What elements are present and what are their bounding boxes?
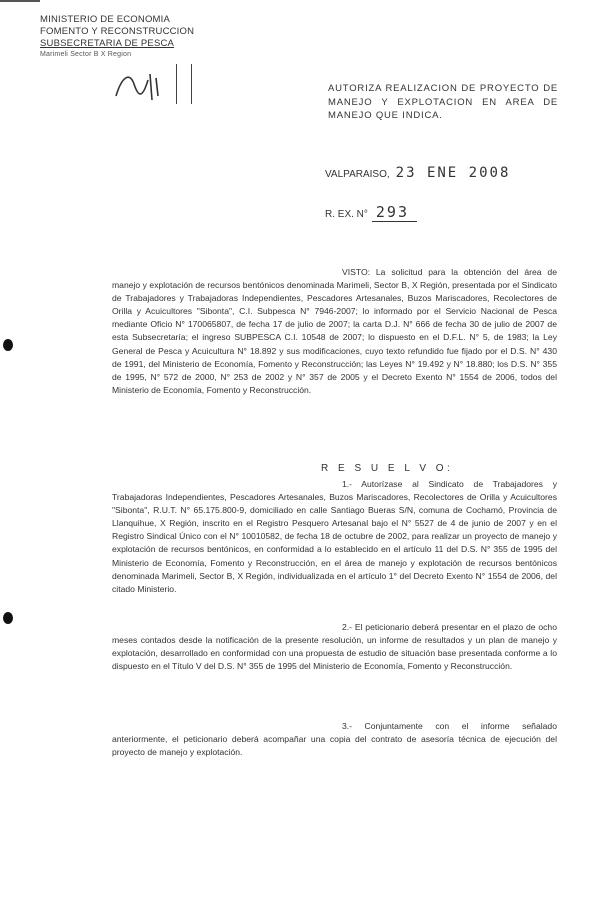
resolution-number (325, 203, 417, 221)
place-date (325, 165, 510, 181)
place: VALPARAISO, (325, 169, 390, 180)
rex-number: 293 (372, 203, 417, 222)
resolution-item-2: 2.- El peticionario deberá presentar en el plazo de ocho meses contados desde la notificación de la presente resolución, un informe de resultados y un plan de manejo y explotación, desarrollado en conformidad con una propuesta de estudio de situación base presentada conforme a lo dispuesto en el Título V del D.S. N° 355 de 1995 del Ministerio de Economía, Fomento y Reconstrucción. (112, 622, 557, 672)
letterhead (40, 14, 210, 59)
signature-mark (112, 66, 172, 106)
punch-hole (3, 339, 13, 351)
letterhead-subsecretaria: SUBSECRETARIA DE PESCA (40, 38, 175, 49)
scan-edge-mark (0, 0, 40, 8)
visto-paragraph: VISTO: La solicitud para la obtención del área de manejo y explotación de recursos bentónicos denominada Marimeli, Sector B, X Región, presentada por el Sindicato de Trabajadores y Trabajadoras Independientes, Pescadores Artesanales, Buzos Mariscadores, Recolectores de Orilla y Acuicultores "Sibonta", C.I. Subpesca N° 7946-2007; lo informado por el Servicio Nacional de Pesca mediante Oficio N° 170065807, de fecha 17 de julio de 2007; la carta D.J. N° 666 de fecha 30 de julio de 2007 de esta Subsecretaría; el ingreso SUBPESCA C.I. 10548 de 2007; lo dispuesto en el D.F.L. N° 5, de 1983; la Ley General de Pesca y Acuicultura N° 18.892 y sus modificaciones, cuyo texto refundido fue fijado por el D.S. N° 430 de 1991, del Ministerio de Economía, Fomento y Reconstrucción; las Leyes N° 19.492 y N° 18.880; los D.S. N° 355 de 1995, N° 572 de 2000, N° 253 de 2002 y N° 357 de 2005 y el Decreto Exento N° 1554 de 2006, todos del Ministerio de Economía, Fomento y Reconstrucción. (112, 267, 557, 395)
subject-heading: AUTORIZA REALIZACION DE PROYECTO DE MANEJO Y EXPLOTACION EN AREA DE MANEJO QUE INDICA. (328, 83, 558, 121)
resolution-item-3: 3.- Conjuntamente con el informe señalado anteriormente, el peticionario deberá acompañar una copia del contrato de asesoría técnica de ejecución del proyecto de manejo y explotación. (112, 721, 557, 758)
letterhead-ministry-2: FOMENTO Y RECONSTRUCCION (40, 26, 195, 37)
stamp-bracket (176, 64, 192, 104)
rex-label: R. EX. N° (325, 209, 368, 220)
letterhead-note: Marimeli Sector B X Region (40, 51, 132, 58)
date-stamp: 23 ENE 2008 (395, 165, 511, 181)
letterhead-ministry: MINISTERIO DE ECONOMIA (40, 14, 171, 25)
punch-hole (3, 612, 13, 624)
resuelvo-heading: R E S U E L V O: (321, 463, 454, 474)
resolution-item-1: 1.- Autorízase al Sindicato de Trabajadores y Trabajadoras Independientes, Pescadores Artesanales, Buzos Mariscadores, Recolectores de Orilla y Acuicultores "Sibonta", R.U.T. N° 65.175.800-9, domiciliado en calle Santiago Bueras S/N, comuna de Cochamó, Provincia de Llanquihue, X Región, inscrito en el Registro Pesquero Artesanal bajo el N° 5527 de 4 de junio de 2007 y en el Registro Sindical Único con el N° 10010582, de fecha 18 de octubre de 2002, para realizar un proyecto de manejo y explotación de recursos bentónicos, en conformidad a lo establecido en el artículo 11 del D.S. N° 355 de 1995 del Ministerio de Economía, Fomento y Reconstrucción, en el área de manejo y explotación de recursos bentónicos denominada Marimeli, Sector B, X Región, individualizada en el artículo 1° del Decreto Exento N° 1554 de 2006, del citado Ministerio. (112, 479, 557, 594)
